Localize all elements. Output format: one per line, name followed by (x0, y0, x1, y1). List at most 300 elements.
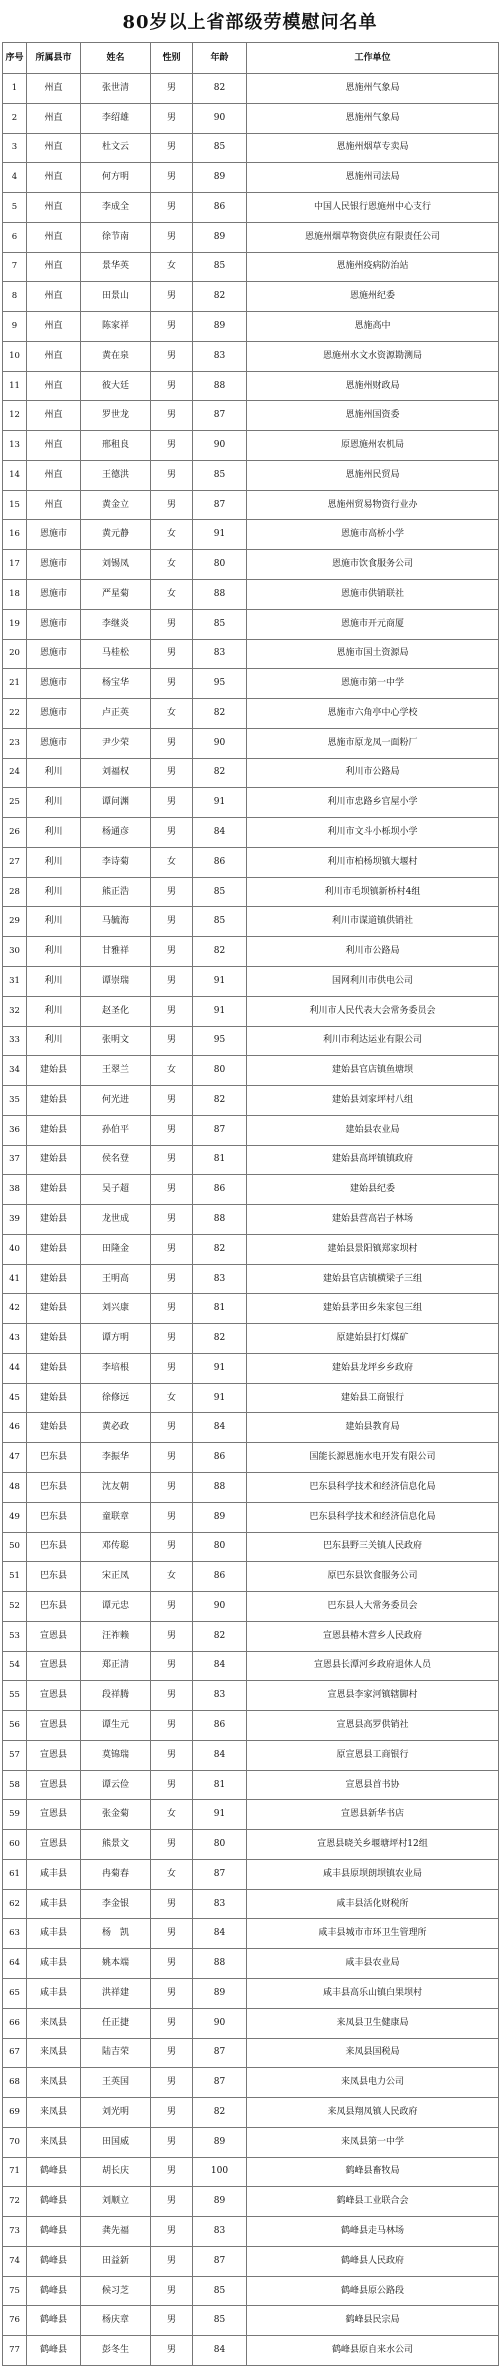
row-name: 严星菊 (81, 580, 151, 610)
row-name: 黄金立 (81, 490, 151, 520)
table-row (3, 1472, 499, 1502)
row-unit: 恩施市第一中学 (247, 669, 499, 699)
row-gender: 男 (151, 1502, 193, 1532)
row-gender: 男 (151, 996, 193, 1026)
row-gender: 男 (151, 341, 193, 371)
row-name: 邢租良 (81, 431, 151, 461)
row-name: 刘锡凤 (81, 550, 151, 580)
row-unit: 恩施市原龙凤一面粉厂 (247, 728, 499, 758)
row-age: 91 (193, 1383, 247, 1413)
row-index: 25 (3, 788, 27, 818)
row-county: 州直 (27, 163, 81, 193)
row-index: 55 (3, 1681, 27, 1711)
row-gender: 男 (151, 163, 193, 193)
row-age: 83 (193, 341, 247, 371)
row-name: 谭生元 (81, 1711, 151, 1741)
row-age: 85 (193, 2306, 247, 2336)
row-name: 何光进 (81, 1086, 151, 1116)
row-name: 谭云俭 (81, 1770, 151, 1800)
table-row (3, 2098, 499, 2128)
table-row (3, 1621, 499, 1651)
row-name: 洪祥建 (81, 1979, 151, 2009)
row-county: 鹤峰县 (27, 2246, 81, 2276)
row-name: 刘顺立 (81, 2187, 151, 2217)
row-name: 杜文云 (81, 133, 151, 163)
row-unit: 鹤峰县畜牧局 (247, 2157, 499, 2187)
table-row (3, 1651, 499, 1681)
row-name: 杨通彦 (81, 818, 151, 848)
row-name: 童联章 (81, 1502, 151, 1532)
row-index: 5 (3, 193, 27, 223)
row-county: 咸丰县 (27, 1979, 81, 2009)
row-county: 恩施市 (27, 669, 81, 699)
table-row (3, 460, 499, 490)
row-county: 建始县 (27, 1264, 81, 1294)
row-county: 巴东县 (27, 1592, 81, 1622)
row-county: 州直 (27, 490, 81, 520)
row-county: 建始县 (27, 1115, 81, 1145)
row-gender: 男 (151, 1711, 193, 1741)
row-index: 63 (3, 1919, 27, 1949)
row-name: 邓传聪 (81, 1532, 151, 1562)
row-index: 51 (3, 1562, 27, 1592)
row-age: 85 (193, 907, 247, 937)
row-name: 徐节南 (81, 222, 151, 252)
table-row (3, 1889, 499, 1919)
row-index: 33 (3, 1026, 27, 1056)
row-gender: 男 (151, 133, 193, 163)
table-row (3, 1145, 499, 1175)
row-county: 建始县 (27, 1324, 81, 1354)
row-county: 恩施市 (27, 609, 81, 639)
row-unit: 利川市忠路乡官屋小学 (247, 788, 499, 818)
row-unit: 建始县高坪镇镇政府 (247, 1145, 499, 1175)
table-row (3, 2038, 499, 2068)
row-county: 州直 (27, 222, 81, 252)
table-row (3, 103, 499, 133)
row-county: 咸丰县 (27, 1919, 81, 1949)
row-county: 恩施市 (27, 728, 81, 758)
row-age: 91 (193, 788, 247, 818)
row-age: 87 (193, 2068, 247, 2098)
row-unit: 利川市人民代表大会常务委员会 (247, 996, 499, 1026)
row-name: 田益新 (81, 2246, 151, 2276)
row-age: 84 (193, 1740, 247, 1770)
table-row (3, 788, 499, 818)
row-name: 姚本端 (81, 1949, 151, 1979)
row-index: 68 (3, 2068, 27, 2098)
row-name: 赵圣化 (81, 996, 151, 1026)
row-county: 巴东县 (27, 1532, 81, 1562)
row-unit: 恩施市开元商厦 (247, 609, 499, 639)
row-gender: 男 (151, 222, 193, 252)
table-row (3, 1056, 499, 1086)
honoree-table (2, 42, 499, 2366)
row-gender: 女 (151, 520, 193, 550)
row-gender: 男 (151, 490, 193, 520)
row-unit: 原恩施州农机局 (247, 431, 499, 461)
row-index: 66 (3, 2008, 27, 2038)
row-age: 86 (193, 1562, 247, 1592)
row-unit: 来凤县国税局 (247, 2038, 499, 2068)
row-age: 89 (193, 2187, 247, 2217)
table-row (3, 2187, 499, 2217)
row-unit: 恩施高中 (247, 312, 499, 342)
row-name: 龙世成 (81, 1205, 151, 1235)
row-county: 鹤峰县 (27, 2276, 81, 2306)
table-row (3, 2306, 499, 2336)
row-index: 19 (3, 609, 27, 639)
row-index: 7 (3, 252, 27, 282)
row-age: 88 (193, 1472, 247, 1502)
row-county: 利川 (27, 758, 81, 788)
row-name: 刘兴康 (81, 1294, 151, 1324)
row-gender: 男 (151, 1026, 193, 1056)
row-gender: 男 (151, 966, 193, 996)
row-gender: 女 (151, 1056, 193, 1086)
row-age: 89 (193, 1502, 247, 1532)
row-unit: 恩施市国土资源局 (247, 639, 499, 669)
row-index: 23 (3, 728, 27, 758)
row-age: 84 (193, 818, 247, 848)
row-age: 85 (193, 2276, 247, 2306)
row-name: 罗世龙 (81, 401, 151, 431)
row-index: 39 (3, 1205, 27, 1235)
table-row (3, 609, 499, 639)
row-gender: 男 (151, 1472, 193, 1502)
table-row (3, 193, 499, 223)
row-index: 27 (3, 847, 27, 877)
table-body (3, 74, 499, 2366)
row-index: 40 (3, 1234, 27, 1264)
row-county: 来凤县 (27, 2068, 81, 2098)
table-row (3, 222, 499, 252)
row-county: 恩施市 (27, 520, 81, 550)
row-gender: 男 (151, 1353, 193, 1383)
row-unit: 鹤峰县原公路段 (247, 2276, 499, 2306)
row-unit: 恩施州烟草物资供应有限责任公司 (247, 222, 499, 252)
row-county: 利川 (27, 877, 81, 907)
row-gender: 男 (151, 1205, 193, 1235)
row-gender: 女 (151, 580, 193, 610)
row-index: 14 (3, 460, 27, 490)
row-gender: 男 (151, 1324, 193, 1354)
row-index: 11 (3, 371, 27, 401)
table-row (3, 2217, 499, 2247)
row-county: 恩施市 (27, 639, 81, 669)
row-gender: 女 (151, 847, 193, 877)
row-unit: 恩施州贸易物资行业办 (247, 490, 499, 520)
row-age: 85 (193, 609, 247, 639)
row-index: 3 (3, 133, 27, 163)
table-row (3, 1324, 499, 1354)
row-unit: 恩施州司法局 (247, 163, 499, 193)
table-row (3, 1383, 499, 1413)
row-age: 82 (193, 1621, 247, 1651)
row-county: 州直 (27, 133, 81, 163)
row-unit: 建始县龙坪乡乡政府 (247, 1353, 499, 1383)
table-row (3, 699, 499, 729)
row-gender: 男 (151, 907, 193, 937)
row-unit: 恩施州疫病防治站 (247, 252, 499, 282)
row-age: 82 (193, 937, 247, 967)
row-gender: 男 (151, 2157, 193, 2187)
row-unit: 利川市谋道镇供销社 (247, 907, 499, 937)
table-row (3, 1830, 499, 1860)
row-gender: 男 (151, 1264, 193, 1294)
row-name: 张世清 (81, 74, 151, 104)
row-age: 81 (193, 1770, 247, 1800)
table-row (3, 1443, 499, 1473)
table-row (3, 580, 499, 610)
row-gender: 男 (151, 193, 193, 223)
table-row (3, 966, 499, 996)
row-age: 87 (193, 2038, 247, 2068)
row-gender: 男 (151, 371, 193, 401)
row-index: 13 (3, 431, 27, 461)
table-row (3, 1026, 499, 1056)
table-row (3, 2157, 499, 2187)
row-age: 86 (193, 1175, 247, 1205)
row-name: 杨 凯 (81, 1919, 151, 1949)
row-index: 30 (3, 937, 27, 967)
row-unit: 中国人民银行恩施州中心支行 (247, 193, 499, 223)
table-row (3, 2246, 499, 2276)
row-index: 76 (3, 2306, 27, 2336)
row-index: 12 (3, 401, 27, 431)
row-name: 任正捷 (81, 2008, 151, 2038)
row-county: 建始县 (27, 1145, 81, 1175)
row-age: 88 (193, 371, 247, 401)
row-unit: 恩施州气象局 (247, 103, 499, 133)
row-age: 91 (193, 1353, 247, 1383)
row-name: 卢正英 (81, 699, 151, 729)
row-unit: 鹤峰县人民政府 (247, 2246, 499, 2276)
row-name: 吴子超 (81, 1175, 151, 1205)
row-gender: 男 (151, 74, 193, 104)
row-age: 84 (193, 1651, 247, 1681)
row-age: 83 (193, 1264, 247, 1294)
row-county: 州直 (27, 312, 81, 342)
table-row (3, 728, 499, 758)
row-index: 38 (3, 1175, 27, 1205)
table-row (3, 2127, 499, 2157)
row-unit: 利川市柏杨坝镇大堰村 (247, 847, 499, 877)
row-gender: 女 (151, 1383, 193, 1413)
row-age: 90 (193, 2008, 247, 2038)
row-unit: 宣恩县新华书店 (247, 1800, 499, 1830)
row-age: 85 (193, 460, 247, 490)
row-gender: 男 (151, 2306, 193, 2336)
row-gender: 女 (151, 550, 193, 580)
row-index: 53 (3, 1621, 27, 1651)
row-gender: 男 (151, 2276, 193, 2306)
row-unit: 建始县茅田乡朱家包三组 (247, 1294, 499, 1324)
row-age: 86 (193, 1443, 247, 1473)
row-county: 恩施市 (27, 580, 81, 610)
row-index: 18 (3, 580, 27, 610)
row-county: 咸丰县 (27, 1859, 81, 1889)
row-name: 甘雅祥 (81, 937, 151, 967)
row-index: 36 (3, 1115, 27, 1145)
row-age: 85 (193, 877, 247, 907)
row-county: 来凤县 (27, 2098, 81, 2128)
row-county: 利川 (27, 996, 81, 1026)
row-county: 州直 (27, 371, 81, 401)
row-name: 张明文 (81, 1026, 151, 1056)
table-row (3, 1115, 499, 1145)
row-name: 孙伯平 (81, 1115, 151, 1145)
table-row (3, 996, 499, 1026)
row-county: 巴东县 (27, 1562, 81, 1592)
table-row (3, 1711, 499, 1741)
row-name: 段祥腾 (81, 1681, 151, 1711)
row-age: 89 (193, 163, 247, 193)
row-index: 17 (3, 550, 27, 580)
row-age: 83 (193, 639, 247, 669)
row-county: 鹤峰县 (27, 2306, 81, 2336)
row-age: 87 (193, 1115, 247, 1145)
table-row (3, 1532, 499, 1562)
table-row (3, 1859, 499, 1889)
row-index: 4 (3, 163, 27, 193)
row-unit: 恩施州纪委 (247, 282, 499, 312)
table-row (3, 2068, 499, 2098)
row-county: 来凤县 (27, 2127, 81, 2157)
table-row (3, 2008, 499, 2038)
row-index: 35 (3, 1086, 27, 1116)
row-index: 44 (3, 1353, 27, 1383)
row-age: 82 (193, 282, 247, 312)
row-index: 45 (3, 1383, 27, 1413)
row-gender: 男 (151, 1979, 193, 2009)
row-index: 50 (3, 1532, 27, 1562)
row-name: 田隆金 (81, 1234, 151, 1264)
row-age: 82 (193, 699, 247, 729)
row-county: 宣恩县 (27, 1711, 81, 1741)
row-age: 91 (193, 996, 247, 1026)
table-row (3, 1592, 499, 1622)
row-index: 2 (3, 103, 27, 133)
row-gender: 男 (151, 639, 193, 669)
row-county: 州直 (27, 74, 81, 104)
table-row (3, 847, 499, 877)
row-name: 陆吉荣 (81, 2038, 151, 2068)
row-gender: 女 (151, 252, 193, 282)
row-age: 87 (193, 1859, 247, 1889)
row-name: 龚先福 (81, 2217, 151, 2247)
row-name: 王翠兰 (81, 1056, 151, 1086)
row-index: 29 (3, 907, 27, 937)
row-name: 田景山 (81, 282, 151, 312)
row-age: 84 (193, 1413, 247, 1443)
row-county: 建始县 (27, 1413, 81, 1443)
row-unit: 建始县工商银行 (247, 1383, 499, 1413)
row-unit: 利川市利达运业有限公司 (247, 1026, 499, 1056)
row-gender: 女 (151, 1562, 193, 1592)
row-gender: 男 (151, 1681, 193, 1711)
row-index: 71 (3, 2157, 27, 2187)
table-row (3, 907, 499, 937)
row-index: 22 (3, 699, 27, 729)
row-name: 刘光明 (81, 2098, 151, 2128)
row-gender: 男 (151, 758, 193, 788)
row-index: 8 (3, 282, 27, 312)
row-age: 88 (193, 1205, 247, 1235)
row-county: 来凤县 (27, 2038, 81, 2068)
row-unit: 恩施市高桥小学 (247, 520, 499, 550)
row-name: 谭元忠 (81, 1592, 151, 1622)
row-gender: 男 (151, 2187, 193, 2217)
row-unit: 宣恩县椿木营乡人民政府 (247, 1621, 499, 1651)
row-index: 48 (3, 1472, 27, 1502)
row-name: 李培根 (81, 1353, 151, 1383)
row-unit: 建始县刘家坪村八组 (247, 1086, 499, 1116)
table-row (3, 877, 499, 907)
row-gender: 女 (151, 1800, 193, 1830)
table-row (3, 74, 499, 104)
row-county: 利川 (27, 847, 81, 877)
row-name: 李振华 (81, 1443, 151, 1473)
row-age: 90 (193, 728, 247, 758)
row-index: 41 (3, 1264, 27, 1294)
row-gender: 男 (151, 1443, 193, 1473)
row-unit: 国网利川市供电公司 (247, 966, 499, 996)
col-header-unit: 工作单位 (247, 43, 499, 74)
row-unit: 鹤峰县工业联合会 (247, 2187, 499, 2217)
row-index: 62 (3, 1889, 27, 1919)
row-gender: 男 (151, 431, 193, 461)
row-unit: 宣恩县李家河镇辖脚村 (247, 1681, 499, 1711)
row-name: 李诗菊 (81, 847, 151, 877)
row-name: 景华英 (81, 252, 151, 282)
row-index: 42 (3, 1294, 27, 1324)
row-gender: 男 (151, 460, 193, 490)
row-unit: 建始县营高岩子林场 (247, 1205, 499, 1235)
row-county: 利川 (27, 818, 81, 848)
row-age: 83 (193, 2217, 247, 2247)
row-index: 32 (3, 996, 27, 1026)
row-age: 91 (193, 520, 247, 550)
row-gender: 男 (151, 818, 193, 848)
table-row (3, 1234, 499, 1264)
row-county: 恩施市 (27, 699, 81, 729)
row-county: 建始县 (27, 1175, 81, 1205)
row-unit: 来凤县翔凤镇人民政府 (247, 2098, 499, 2128)
row-name: 王明高 (81, 1264, 151, 1294)
row-name: 谭问渊 (81, 788, 151, 818)
row-index: 24 (3, 758, 27, 788)
row-county: 建始县 (27, 1086, 81, 1116)
row-index: 28 (3, 877, 27, 907)
row-name: 黄在泉 (81, 341, 151, 371)
row-age: 90 (193, 431, 247, 461)
row-unit: 鹤峰县走马林场 (247, 2217, 499, 2247)
row-gender: 女 (151, 1859, 193, 1889)
row-name: 侯名登 (81, 1145, 151, 1175)
row-unit: 原宣恩县工商银行 (247, 1740, 499, 1770)
row-age: 95 (193, 1026, 247, 1056)
row-name: 李继炎 (81, 609, 151, 639)
row-county: 鹤峰县 (27, 2336, 81, 2366)
row-gender: 男 (151, 1234, 193, 1264)
table-row (3, 1413, 499, 1443)
row-name: 冉菊春 (81, 1859, 151, 1889)
row-index: 69 (3, 2098, 27, 2128)
row-age: 89 (193, 222, 247, 252)
table-row (3, 133, 499, 163)
row-county: 宣恩县 (27, 1830, 81, 1860)
